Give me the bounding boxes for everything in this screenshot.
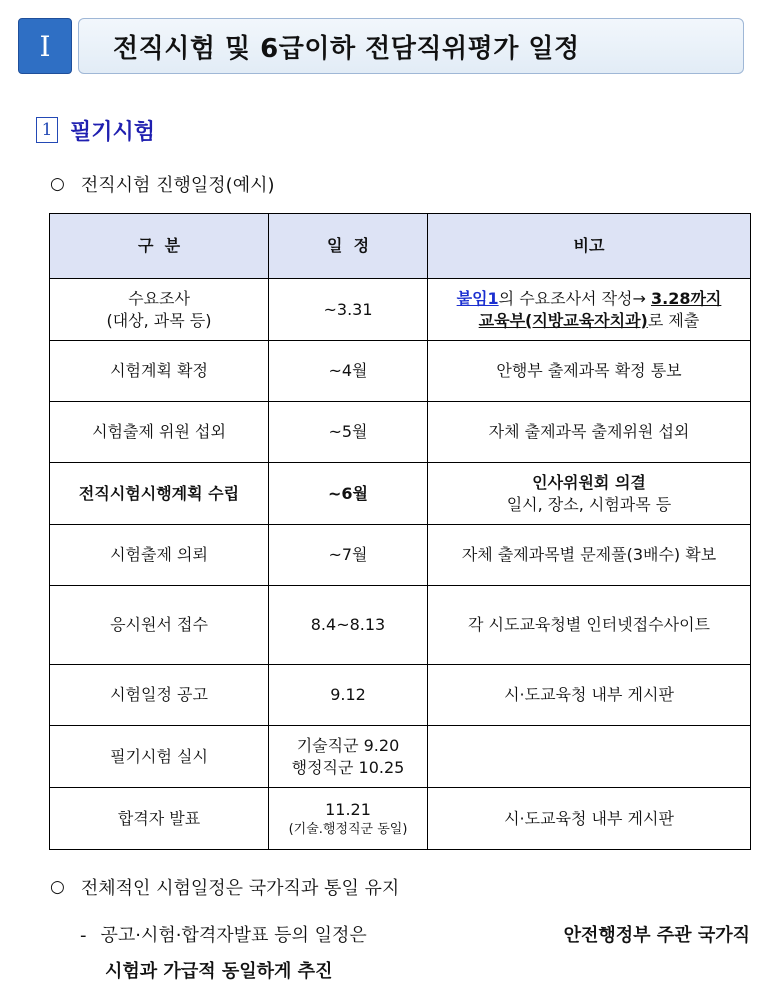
table-row (50, 665, 751, 726)
cell-note: 시·도교육청 내부 게시판 (428, 788, 751, 850)
cell-item: 시험일정 공고 (50, 665, 269, 726)
circle-bullet-icon: ○ (50, 174, 65, 194)
section-number: 1 (36, 117, 58, 143)
cell-date: ~6월 (269, 463, 428, 525)
chapter-title: 전직시험 및 6급이하 전담직위평가 일정 (78, 18, 744, 74)
cell-item: 시험출제 위원 섭외 (50, 402, 269, 463)
dash-text-continued: 시험과 가급적 동일하게 추진 (105, 961, 333, 982)
bullet-policy (50, 874, 399, 900)
cell-date: ~4월 (269, 341, 428, 402)
table-row (50, 726, 751, 788)
cell-item: 시험출제 의뢰 (50, 525, 269, 586)
table-header-row (50, 214, 751, 279)
note-text: 의 수요조사서 작성→ (498, 288, 651, 308)
table-row (50, 586, 751, 665)
attachment-link[interactable]: 붙임1 (456, 288, 499, 308)
bullet-text: 전직시험 진행일정(예시) (80, 175, 275, 196)
cell-date: 9.12 (269, 665, 428, 726)
cell-date: ~3.31 (269, 279, 428, 341)
date-subtext: (기술.행정직군 동일) (288, 821, 408, 837)
cell-note: 안행부 출제과목 확정 통보 (428, 341, 751, 402)
schedule-table (49, 213, 751, 850)
table-row (50, 463, 751, 525)
cell-note: 시·도교육청 내부 게시판 (428, 665, 751, 726)
cell-note (428, 726, 751, 788)
chapter-header (18, 18, 744, 74)
note-text: 인사위원회 의결 (532, 472, 646, 492)
department-text: 교육부(지방교육자치과) (478, 310, 648, 330)
item-subtext: (대상, 과목 등) (106, 310, 212, 330)
header-category: 구 분 (50, 214, 269, 279)
date-text: 11.21 (325, 799, 371, 819)
cell-date: 8.4~8.13 (269, 586, 428, 665)
dash-bold-text: 안전행정부 주관 국가직 (563, 925, 750, 946)
header-schedule: 일 정 (269, 214, 428, 279)
note-subtext: 일시, 장소, 시험과목 등 (506, 494, 672, 514)
section-heading (36, 114, 155, 146)
table-row (50, 341, 751, 402)
section-title: 필기시험 (70, 119, 156, 145)
bullet-text: 전체적인 시험일정은 국가직과 통일 유지 (80, 878, 400, 899)
table-row (50, 525, 751, 586)
cell-date (269, 788, 428, 850)
cell-note (428, 463, 751, 525)
chapter-number: Ⅰ (18, 18, 72, 74)
cell-date: ~5월 (269, 402, 428, 463)
note-text: 로 제출 (647, 310, 700, 330)
cell-item: 시험계획 확정 (50, 341, 269, 402)
cell-date (269, 726, 428, 788)
cell-note: 자체 출제과목별 문제풀(3배수) 확보 (428, 525, 751, 586)
table-row (50, 402, 751, 463)
cell-item (50, 279, 269, 341)
table-row (50, 279, 751, 341)
cell-item: 필기시험 실시 (50, 726, 269, 788)
cell-item: 응시원서 접수 (50, 586, 269, 665)
header-note: 비고 (428, 214, 751, 279)
dash-text: 공고·시험·합격자발표 등의 일정은 (100, 925, 367, 946)
date-text: 기술직군 9.20 (296, 735, 400, 755)
bullet-schedule (50, 171, 275, 197)
item-text: 수요조사 (128, 288, 190, 308)
table-row (50, 788, 751, 850)
cell-note: 각 시도교육청별 인터넷접수사이트 (428, 586, 751, 665)
circle-bullet-icon: ○ (50, 877, 65, 897)
cell-date: ~7월 (269, 525, 428, 586)
cell-note (428, 279, 751, 341)
deadline-text: 3.28까지 (650, 288, 722, 308)
dash-prefix: - (80, 925, 87, 946)
date-subtext: 행정직군 10.25 (291, 757, 405, 777)
cell-item: 합격자 발표 (50, 788, 269, 850)
cell-note: 자체 출제과목 출제위원 섭외 (428, 402, 751, 463)
cell-item: 전직시험시행계획 수립 (50, 463, 269, 525)
dash-item (80, 918, 750, 990)
